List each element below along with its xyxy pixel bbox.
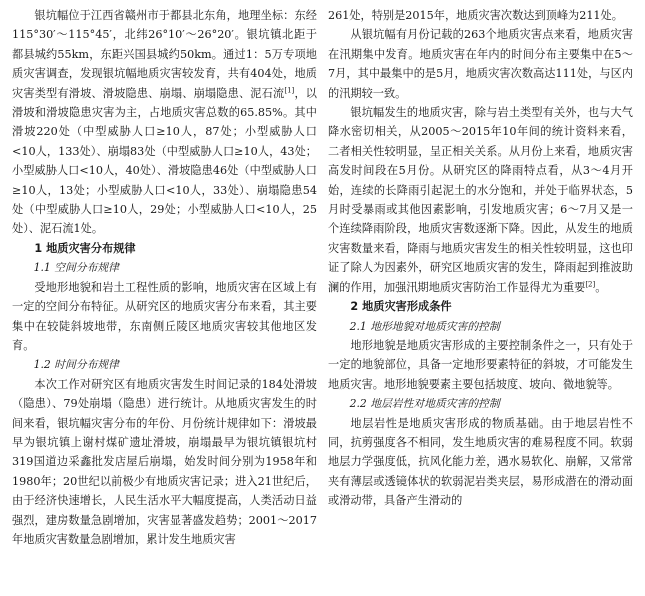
right-column — [328, 6, 633, 511]
subsection-heading-1-2: 1.2 时间分布规律 — [33, 358, 119, 372]
subsection-heading-2-1: 2.1 地形地貌对地质灾害的控制 — [349, 319, 500, 333]
temporal-paragraph: 本次工作对研究区有地质灾害发生时间记录的184处滑坡（隐患）、79处崩塌（隐患）进行统计。从地质灾害发生的时间来看，银坑幅灾害分布的年份、月份统计规律如下：滑坡最早为银坑镇上谢村煤矿遗址滑坡，崩塌最早为银坑镇银坑村319国道边采鑫批发店屋后崩塌，始发时间分别为1958年和1980年；20世纪以前极少有地质灾害记录；进入21世纪后，由于经济快速增长，人民生活水平大幅度提高，人类活动日益强烈，建房数量急剧增加，灾害显著盛发趋势；2001～2017年地质灾害数量急剧增加，累计发生地质灾害 — [12, 377, 317, 546]
intro-paragraph — [12, 6, 317, 239]
subsection-heading-1-1: 1.1 空间分布规律 — [33, 261, 119, 275]
section-heading-1: 1 地质灾害分布规律 — [34, 241, 136, 255]
citation-1: [1] — [284, 85, 295, 94]
rainfall-text-tail: 。 — [595, 280, 607, 294]
monthly-paragraph: 从银坑幅有月份记载的263个地质灾害点来看，地质灾害在汛期集中发育。地质灾害在年内的时间分布主要集中在5～7月，其中最集中的是5月，地质灾害次数高达111处，与区内的汛期较一致。 — [328, 28, 633, 100]
subsection-heading-2-2: 2.2 地层岩性对地质灾害的控制 — [349, 397, 500, 411]
terrain-paragraph: 地形地貌是地质灾害形成的主要控制条件之一，只有处于一定的地貌部位，具备一定地形要素特征的斜坡，才可能发生地质灾害。地形地貌要素主要包括坡度、坡向、微地貌等。 — [328, 338, 633, 391]
section-heading-2: 2 地质灾害形成条件 — [350, 300, 452, 314]
rainfall-paragraph — [328, 103, 633, 297]
spatial-paragraph: 受地形地貌和岩土工程性质的影响，地质灾害在区域上有一定的空间分布特征。从研究区的地质灾害分布来看，其主要集中在较陡斜坡地带，东南侧丘陵区地质灾害较其他地区发育。 — [12, 280, 317, 352]
rainfall-text: 银坑幅发生的地质灾害，除与岩土类型有关外，也与大气降水密切相关，从2005～2015年10年间的统计资料来看，二者相关性较明显，呈正相关关系。从月份上来看，地质灾害高发时间段在5月份。从研究区的降雨特点看，从3～4月开始，连续的长降雨引起泥土的水分饱和，并处于临界状态，5月时受暴雨或其他因素影响，引发地质灾害；6～7月又是一个连续降雨阶段，地质灾害数逐渐下降。因此，从发生的地质灾害数量来看，降雨与地质灾害发生的相关性较明显，这也印证了除人为因素外，研究区地质灾害的发生，降雨起到推波助澜的作用，加强汛期地质灾害防治工作显得尤为重要 — [328, 106, 633, 294]
continued-paragraph: 261处，特别是2015年，地质灾害次数达到顶峰为211处。 — [328, 9, 623, 22]
intro-text: 银坑幅位于江西省赣州市于都县北东角，地理坐标：东经115°30′～115°45′，北纬26°10′～26°20′。银坑镇北距于都县城约55km，东距兴国县城约50km。通过1：5万专项地质灾害调查，发现银坑幅地质灾害较发育，共有404处，地质灾害类型有滑坡、滑坡隐患、崩塌、崩塌隐患、泥石流 — [12, 9, 317, 100]
citation-2: [2] — [585, 279, 596, 288]
lithology-paragraph: 地层岩性是地质灾害形成的物质基础。由于地层岩性不同，抗剪强度各不相同，发生地质灾害的难易程度不同。软弱地层力学强度低，抗风化能力差，遇水易软化、崩解，又常常夹有薄层或透镜体状的软弱泥岩类夹层，易形成潜在的滑动面或滑动带，具备产生滑动的 — [328, 416, 633, 508]
intro-text-tail: ，以滑坡和滑坡隐患灾害为主，占地质灾害总数的65.85%。其中滑坡220处（中型威胁人口≥10人，87处；小型威胁人口<10人，133处）、崩塌83处（中型威胁人口≥10人，43处；小型威胁人口<10人，40处）、滑坡隐患46处（中型威胁人口≥10人，13处；小型威胁人口<10人，33处）、崩塌隐患54处（中型威胁人口≥10人，29处；小型威胁人口<10人，25处）、泥石流1处。 — [12, 86, 317, 236]
left-column — [12, 6, 317, 549]
